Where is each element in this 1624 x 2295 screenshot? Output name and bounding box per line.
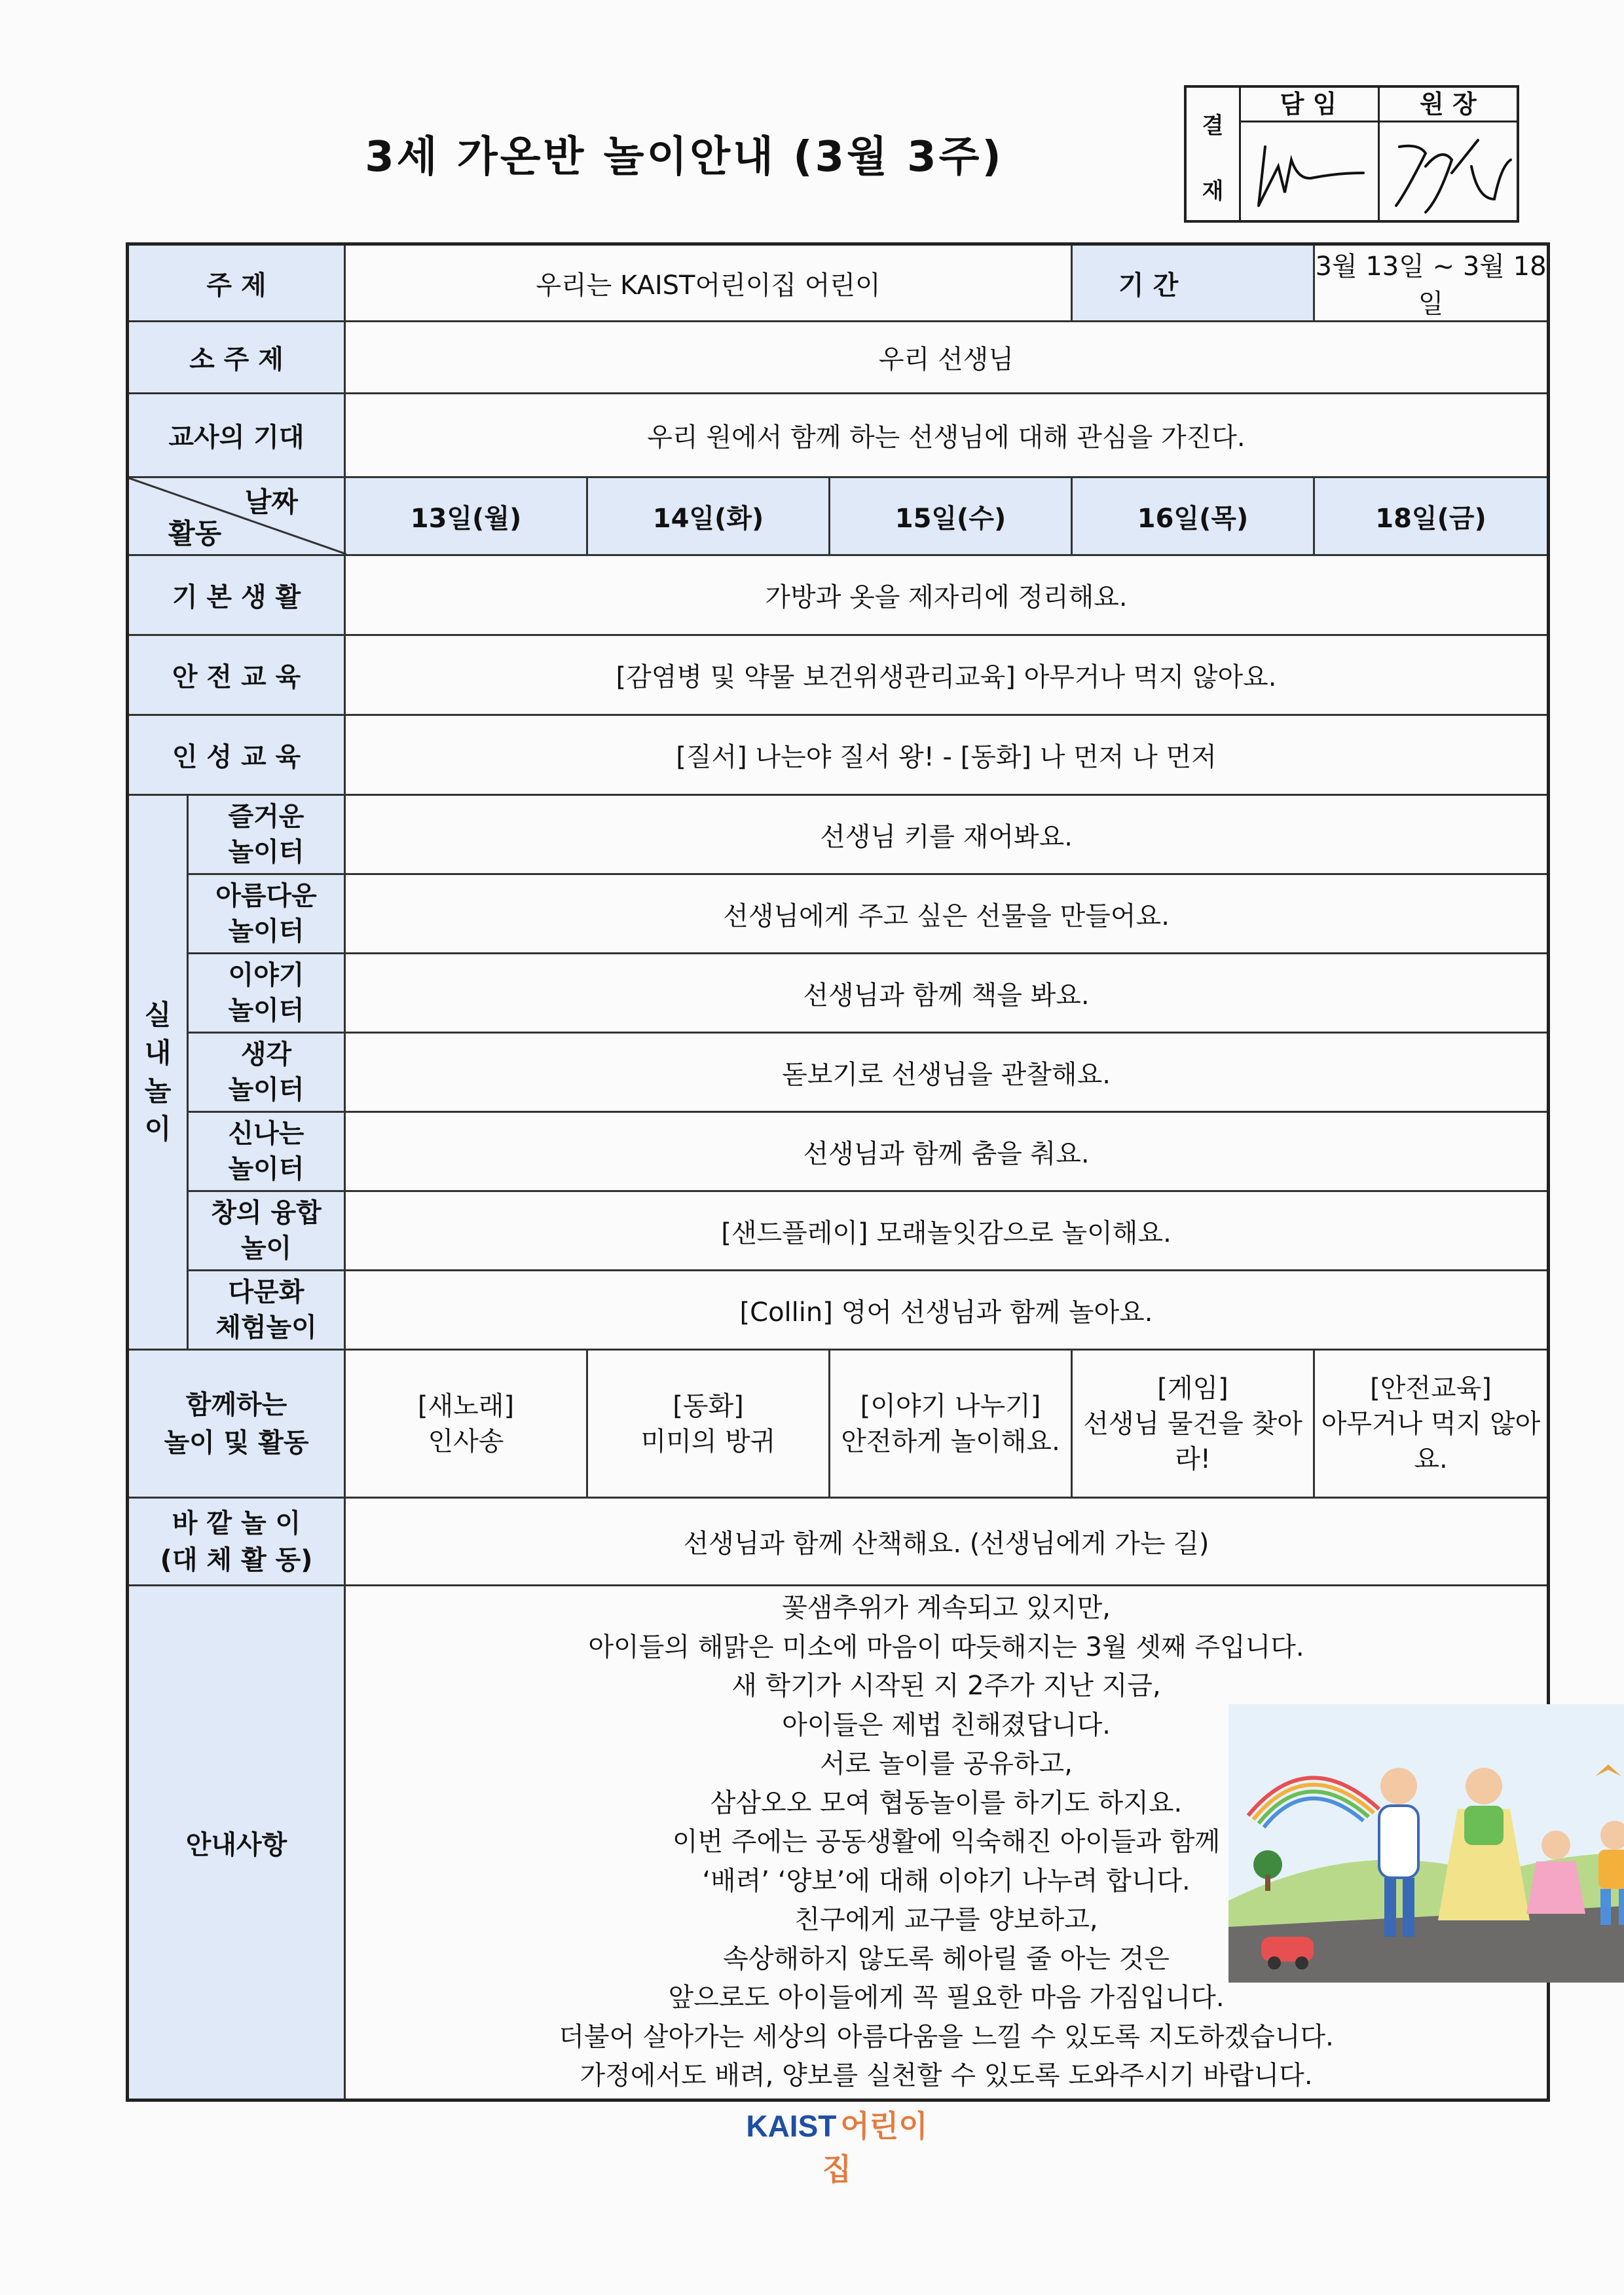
logo-text-center: 어린이집 — [822, 2109, 928, 2186]
together-cell: [새노래] 인사송 — [345, 1350, 587, 1498]
indoor-sub-label: 이야기 놀이터 — [188, 954, 345, 1033]
director-signature — [1380, 121, 1517, 220]
notice-line: 더불어 살아가는 세상의 아름다움을 느낄 수 있도록 지도하겠습니다. — [559, 2021, 1334, 2052]
indoor-sub-label: 다문화 체험놀이 — [188, 1271, 345, 1350]
basic-life-value: 가방과 옷을 제자리에 정리해요. — [345, 555, 1549, 635]
teacher-signature — [1239, 121, 1378, 220]
outdoor-value: 선생님과 함께 산책해요. (선생님에게 가는 길) — [345, 1498, 1549, 1586]
theme-value: 우리는 KAIST어린이집 어린이 — [345, 244, 1072, 322]
notice-line: 삼삼오오 모여 협동놀이를 하기도 하지요. — [710, 1787, 1183, 1818]
indoor-activity: 돋보기로 선생님을 관찰해요. — [345, 1033, 1549, 1112]
indoor-char-2: 내 — [144, 1037, 172, 1069]
indoor-play-label — [128, 795, 188, 1350]
outdoor-label: 바 깥 놀 이 (대 체 활 동) — [128, 1498, 345, 1586]
day-mon: 13일(월) — [345, 477, 587, 555]
approval-box — [1184, 85, 1519, 223]
date-label: 날짜 — [244, 486, 298, 518]
kaist-logo — [739, 2102, 935, 2186]
character-value: [질서] 나는야 질서 왕! - [동화] 나 먼저 나 먼저 — [345, 715, 1549, 795]
notice-line: 앞으로도 아이들에게 꼭 필요한 마음 가짐입니다. — [668, 1983, 1225, 2013]
approval-col-director: 원 장 — [1380, 88, 1517, 122]
date-activity-header — [128, 477, 345, 555]
notice-body — [345, 1586, 1549, 2100]
indoor-sub-label: 창의 융합 놀이 — [188, 1191, 345, 1271]
page-title: 3세 가온반 놀이안내 (3월 3주) — [365, 133, 1004, 181]
notice-line: 아이들은 제법 친해졌답니다. — [782, 1709, 1111, 1740]
indoor-sub-label: 생각 놀이터 — [188, 1033, 345, 1112]
indoor-activity: [샌드플레이] 모래놀잇감으로 놀이해요. — [345, 1191, 1549, 1271]
indoor-activity: [Collin] 영어 선생님과 함께 놀아요. — [345, 1271, 1549, 1350]
weekly-plan-table — [126, 242, 1550, 2102]
together-cell: [동화] 미미의 방귀 — [587, 1350, 830, 1498]
notice-line: 가정에서도 배려, 양보를 실천할 수 있도록 도와주시기 바랍니다. — [580, 2061, 1313, 2091]
activity-label: 활동 — [168, 517, 222, 550]
teacher-expect-label: 교사의 기대 — [128, 394, 345, 477]
together-cell: [안전교육] 아무거나 먹지 않아요. — [1314, 1350, 1549, 1498]
teacher-expect-value: 우리 원에서 함께 하는 선생님에 대해 관심을 가진다. — [345, 394, 1549, 477]
notice-line: ‘배려’ ‘양보’에 대해 이야기 나누려 합니다. — [702, 1865, 1190, 1896]
notice-line: 아이들의 해맑은 미소에 마음이 따듯해지는 3월 셋째 주입니다. — [588, 1632, 1304, 1662]
indoor-activity: 선생님에게 주고 싶은 선물을 만들어요. — [345, 874, 1549, 954]
day-tue: 14일(화) — [587, 477, 830, 555]
indoor-sub-label: 즐거운 놀이터 — [188, 795, 345, 874]
together-label: 함께하는 놀이 및 활동 — [128, 1350, 345, 1498]
together-cell: [게임] 선생님 물건을 찾아라! — [1072, 1350, 1314, 1498]
period-value: 3월 13일 ~ 3월 18일 — [1314, 244, 1549, 322]
notice-line: 새 학기가 시작된 지 2주가 지난 지금, — [731, 1671, 1161, 1702]
notice-line: 친구에게 교구를 양보하고, — [794, 1905, 1098, 1935]
subtheme-value: 우리 선생님 — [345, 322, 1549, 394]
indoor-char-1: 실 — [144, 999, 172, 1031]
notice-line: 속상해하지 않도록 헤아릴 줄 아는 것은 — [723, 1943, 1170, 1974]
basic-life-label: 기 본 생 활 — [128, 555, 345, 635]
approval-label-top: 결 — [1202, 113, 1224, 139]
safety-label: 안 전 교 육 — [128, 635, 345, 715]
subtheme-label: 소 주 제 — [128, 322, 345, 394]
indoor-sub-label: 아름다운 놀이터 — [188, 874, 345, 954]
indoor-activity: 선생님과 함께 책을 봐요. — [345, 954, 1549, 1033]
notice-label: 안내사항 — [128, 1586, 345, 2100]
day-wed: 15일(수) — [830, 477, 1072, 555]
notice-line: 서로 놀이를 공유하고, — [820, 1749, 1073, 1780]
theme-label: 주 제 — [128, 244, 345, 322]
approval-col-teacher: 담 임 — [1239, 88, 1378, 122]
indoor-char-4: 이 — [144, 1113, 172, 1145]
indoor-sub-label: 신나는 놀이터 — [188, 1112, 345, 1191]
together-cell: [이야기 나누기] 안전하게 놀이해요. — [830, 1350, 1072, 1498]
period-label: 기 간 — [1072, 244, 1314, 322]
safety-value: [감염병 및 약물 보건위생관리교육] 아무거나 먹지 않아요. — [345, 635, 1549, 715]
family-illustration — [1228, 1704, 1624, 1983]
indoor-activity: 선생님 키를 재어봐요. — [345, 795, 1549, 874]
approval-label-bottom: 재 — [1202, 178, 1224, 204]
day-thu: 16일(목) — [1072, 477, 1314, 555]
notice-line: 꽃샘추위가 계속되고 있지만, — [782, 1593, 1111, 1624]
character-label: 인 성 교 육 — [128, 715, 345, 795]
indoor-char-3: 놀 — [144, 1075, 172, 1107]
logo-text-kaist: KAIST — [746, 2109, 837, 2143]
day-fri: 18일(금) — [1314, 477, 1549, 555]
indoor-activity: 선생님과 함께 춤을 춰요. — [345, 1112, 1549, 1191]
approval-label — [1187, 88, 1241, 220]
notice-line: 이번 주에는 공동생활에 익숙해진 아이들과 함께 — [672, 1827, 1221, 1857]
